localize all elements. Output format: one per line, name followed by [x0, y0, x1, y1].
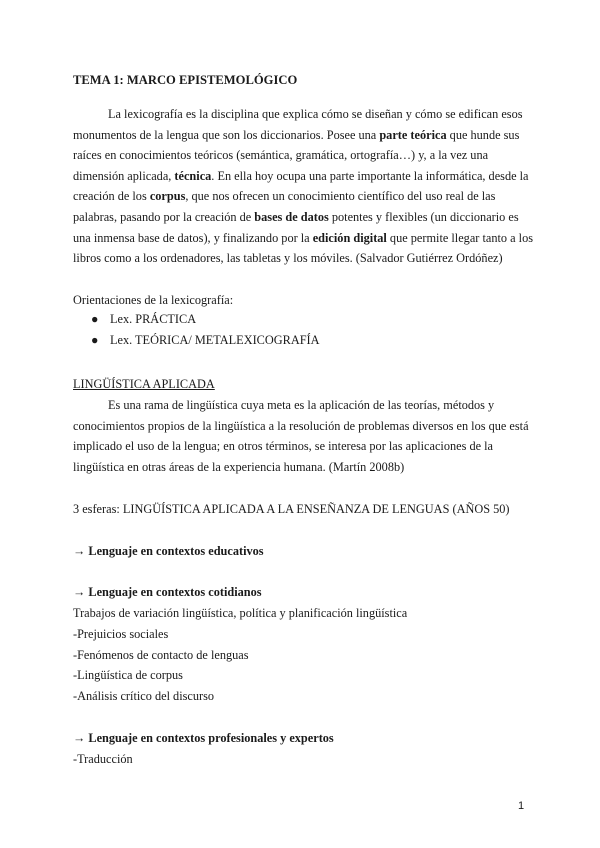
bold-term: parte teórica — [379, 127, 447, 142]
bold-term: edición digital — [312, 230, 387, 245]
intro-line: creación de los corpus, que nos ofrecen un conocimiento científico del uso real de las — [73, 189, 496, 204]
subheading-profesionales: → Lenguaje en contextos profesionales y expertos — [73, 731, 334, 745]
list-item: ● Lex. PRÁCTICA — [91, 312, 197, 326]
list-item: -Fenómenos de contacto de lenguas — [73, 648, 249, 662]
intro-line: palabras, pasando por la creación de bases de datos potentes y flexibles (un diccionario es — [73, 209, 519, 224]
subheading-educativos: → Lenguaje en contextos educativos — [73, 544, 264, 558]
page-title: TEMA 1: MARCO EPISTEMOLÓGICO — [73, 73, 298, 87]
bold-term: bases de datos — [254, 209, 329, 224]
arrow-icon: → — [73, 731, 86, 745]
arrow-icon: → — [73, 585, 86, 599]
bold-term: técnica — [174, 168, 212, 183]
intro-line: dimensión aplicada, técnica. En ella hoy ocupa una parte importante la informática, desde la — [73, 168, 529, 183]
list-item: -Prejuicios sociales — [73, 627, 169, 641]
esferas-line: 3 esferas: LINGÜÍSTICA APLICADA A LA ENSEÑANZA DE LENGUAS (AÑOS 50) — [73, 502, 510, 516]
bold-term: corpus — [149, 189, 186, 204]
intro-line: raíces en conocimientos teóricos (semántica, gramática, ortografía…) y, a la vez una — [73, 148, 489, 163]
intro-line: libros como a los ordenadores, las tabletas y los móviles. (Salvador Gutiérrez Ordóñez) — [73, 251, 503, 266]
cotidianos-sub: Trabajos de variación lingüística, política y planificación lingüística — [73, 606, 408, 620]
ling-line: conocimientos propios de la lingüística a la resolución de problemas diversos en los que está — [73, 419, 529, 433]
ling-line: Es una rama de lingüística cuya meta es la aplicación de las teorías, métodos y — [108, 398, 495, 412]
intro-line: una inmensa base de datos), y finalizando por la edición digital que permite llegar tanto a los — [73, 230, 534, 245]
list-item: -Análisis crítico del discurso — [73, 689, 215, 703]
ling-line: lingüística en otras áreas de la experiencia humana. (Martín 2008b) — [73, 460, 405, 474]
bullet-icon: ● — [91, 333, 99, 347]
subheading-cotidianos: → Lenguaje en contextos cotidianos — [73, 585, 262, 599]
page-number: 1 — [518, 800, 525, 812]
list-item: -Traducción — [73, 752, 133, 766]
list-item: ● Lex. TEÓRICA/ METALEXICOGRAFÍA — [91, 333, 320, 347]
arrow-icon: → — [73, 544, 86, 558]
orientaciones-heading: Orientaciones de la lexicografía: — [73, 293, 234, 307]
intro-paragraph — [73, 104, 534, 269]
bullet-icon: ● — [91, 312, 99, 326]
list-item: -Lingüística de corpus — [73, 668, 183, 682]
ling-line: implicado el uso de la lengua; en otros términos, se interesa por las aplicaciones de la — [73, 439, 494, 453]
intro-line: La lexicografía es la disciplina que explica cómo se diseñan y cómo se edifican esos — [108, 107, 523, 121]
intro-line: monumentos de la lengua que son los diccionarios. Posee una parte teórica que hunde sus — [73, 127, 520, 142]
section-heading: LINGÜÍSTICA APLICADA — [73, 377, 215, 391]
